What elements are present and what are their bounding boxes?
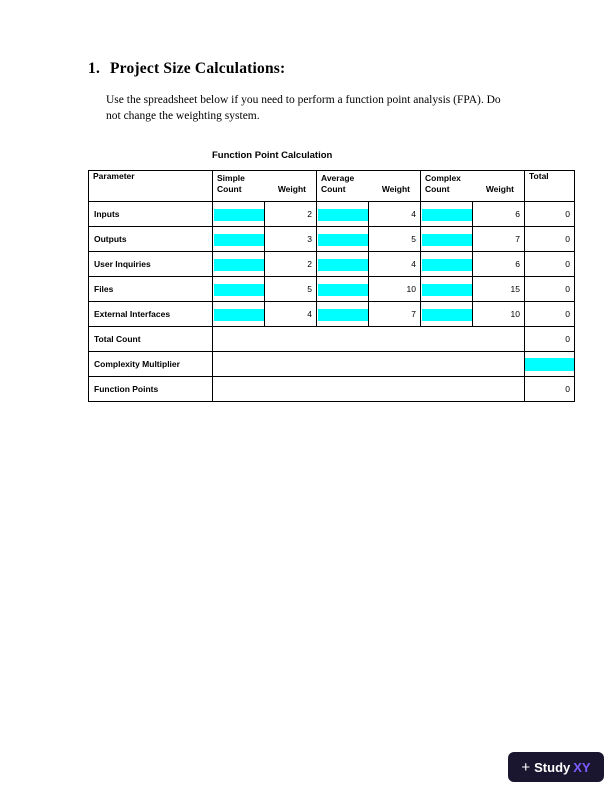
cell-highlight	[318, 259, 368, 271]
input-simple-count-external-interfaces[interactable]	[213, 302, 265, 327]
table-row	[89, 227, 575, 252]
input-complex-count-outputs[interactable]	[421, 227, 473, 252]
heading-number: 1.	[88, 60, 101, 77]
table-row	[89, 277, 575, 302]
cell-highlight	[318, 234, 368, 246]
function-point-table	[88, 170, 575, 402]
spacer-cell-function-points	[213, 377, 525, 402]
label-complexity-multiplier: Complexity Multiplier	[89, 352, 213, 377]
row-label-outputs: Outputs	[89, 227, 213, 252]
cell-highlight	[214, 234, 264, 246]
input-simple-count-inputs[interactable]	[213, 202, 265, 227]
header-simple-line1: Simple	[217, 173, 245, 183]
total-user-inquiries: 0	[525, 252, 575, 277]
table-row	[89, 202, 575, 227]
header-complex	[421, 171, 525, 202]
studyxy-watermark	[508, 752, 604, 782]
header-average-weight: Weight	[381, 184, 410, 194]
plus-icon: +	[521, 758, 531, 776]
summary-row-function-points	[89, 377, 575, 402]
complex-weight-external-interfaces: 10	[473, 302, 525, 327]
watermark-suffix: XY	[573, 759, 591, 775]
simple-weight-inputs: 2	[265, 202, 317, 227]
header-average	[317, 171, 421, 202]
header-simple	[213, 171, 317, 202]
average-weight-inputs: 4	[369, 202, 421, 227]
cell-highlight	[214, 259, 264, 271]
input-average-count-user-inquiries[interactable]	[317, 252, 369, 277]
value-total-count: 0	[525, 327, 575, 352]
cell-highlight	[214, 209, 264, 221]
table-row	[89, 252, 575, 277]
summary-row-total-count	[89, 327, 575, 352]
input-complexity-multiplier[interactable]	[525, 352, 575, 377]
header-simple-weight: Weight	[277, 184, 306, 194]
header-average-line2: Count	[321, 184, 346, 194]
header-average-line1: Average	[321, 173, 355, 183]
header-simple-line2: Count	[217, 184, 242, 194]
cell-highlight	[422, 284, 472, 296]
intro-paragraph: Use the spreadsheet below if you need to perform a function point analysis (FPA). Do not change the weighting system.	[106, 94, 501, 122]
cell-highlight	[422, 209, 472, 221]
watermark-name: Study	[534, 759, 571, 775]
input-complex-count-files[interactable]	[421, 277, 473, 302]
cell-highlight	[318, 284, 368, 296]
complex-weight-files: 15	[473, 277, 525, 302]
label-function-points: Function Points	[89, 377, 213, 402]
row-label-files: Files	[89, 277, 213, 302]
total-external-interfaces: 0	[525, 302, 575, 327]
input-simple-count-outputs[interactable]	[213, 227, 265, 252]
cell-highlight	[214, 309, 264, 321]
input-average-count-outputs[interactable]	[317, 227, 369, 252]
average-weight-external-interfaces: 7	[369, 302, 421, 327]
average-weight-files: 10	[369, 277, 421, 302]
average-weight-outputs: 5	[369, 227, 421, 252]
input-complex-count-external-interfaces[interactable]	[421, 302, 473, 327]
simple-weight-files: 5	[265, 277, 317, 302]
total-outputs: 0	[525, 227, 575, 252]
header-total: Total	[525, 171, 575, 202]
input-complex-count-user-inquiries[interactable]	[421, 252, 473, 277]
cell-highlight	[422, 234, 472, 246]
cell-highlight	[525, 358, 574, 371]
header-complex-line2: Count	[425, 184, 450, 194]
cell-highlight	[318, 209, 368, 221]
input-average-count-inputs[interactable]	[317, 202, 369, 227]
total-files: 0	[525, 277, 575, 302]
table-header-row	[89, 171, 575, 202]
cell-highlight	[422, 309, 472, 321]
header-complex-line1: Complex	[425, 173, 461, 183]
header-parameter: Parameter	[89, 171, 213, 202]
table-row	[89, 302, 575, 327]
heading-text: Project Size Calculations:	[110, 60, 286, 77]
input-complex-count-inputs[interactable]	[421, 202, 473, 227]
complex-weight-outputs: 7	[473, 227, 525, 252]
complex-weight-user-inquiries: 6	[473, 252, 525, 277]
row-label-inputs: Inputs	[89, 202, 213, 227]
spacer-cell-total-count	[213, 327, 525, 352]
average-weight-user-inquiries: 4	[369, 252, 421, 277]
input-simple-count-user-inquiries[interactable]	[213, 252, 265, 277]
cell-highlight	[318, 309, 368, 321]
label-total-count: Total Count	[89, 327, 213, 352]
cell-highlight	[422, 259, 472, 271]
value-function-points: 0	[525, 377, 575, 402]
simple-weight-outputs: 3	[265, 227, 317, 252]
complex-weight-inputs: 6	[473, 202, 525, 227]
simple-weight-external-interfaces: 4	[265, 302, 317, 327]
summary-row-complexity-multiplier	[89, 352, 575, 377]
simple-weight-user-inquiries: 2	[265, 252, 317, 277]
header-complex-weight: Weight	[485, 184, 514, 194]
input-simple-count-files[interactable]	[213, 277, 265, 302]
row-label-user-inquiries: User Inquiries	[89, 252, 213, 277]
cell-highlight	[214, 284, 264, 296]
total-inputs: 0	[525, 202, 575, 227]
input-average-count-external-interfaces[interactable]	[317, 302, 369, 327]
table-title: Function Point Calculation	[212, 150, 333, 161]
page-title	[88, 60, 285, 78]
spacer-cell-complexity-multiplier	[213, 352, 525, 377]
input-average-count-files[interactable]	[317, 277, 369, 302]
row-label-external-interfaces: External Interfaces	[89, 302, 213, 327]
